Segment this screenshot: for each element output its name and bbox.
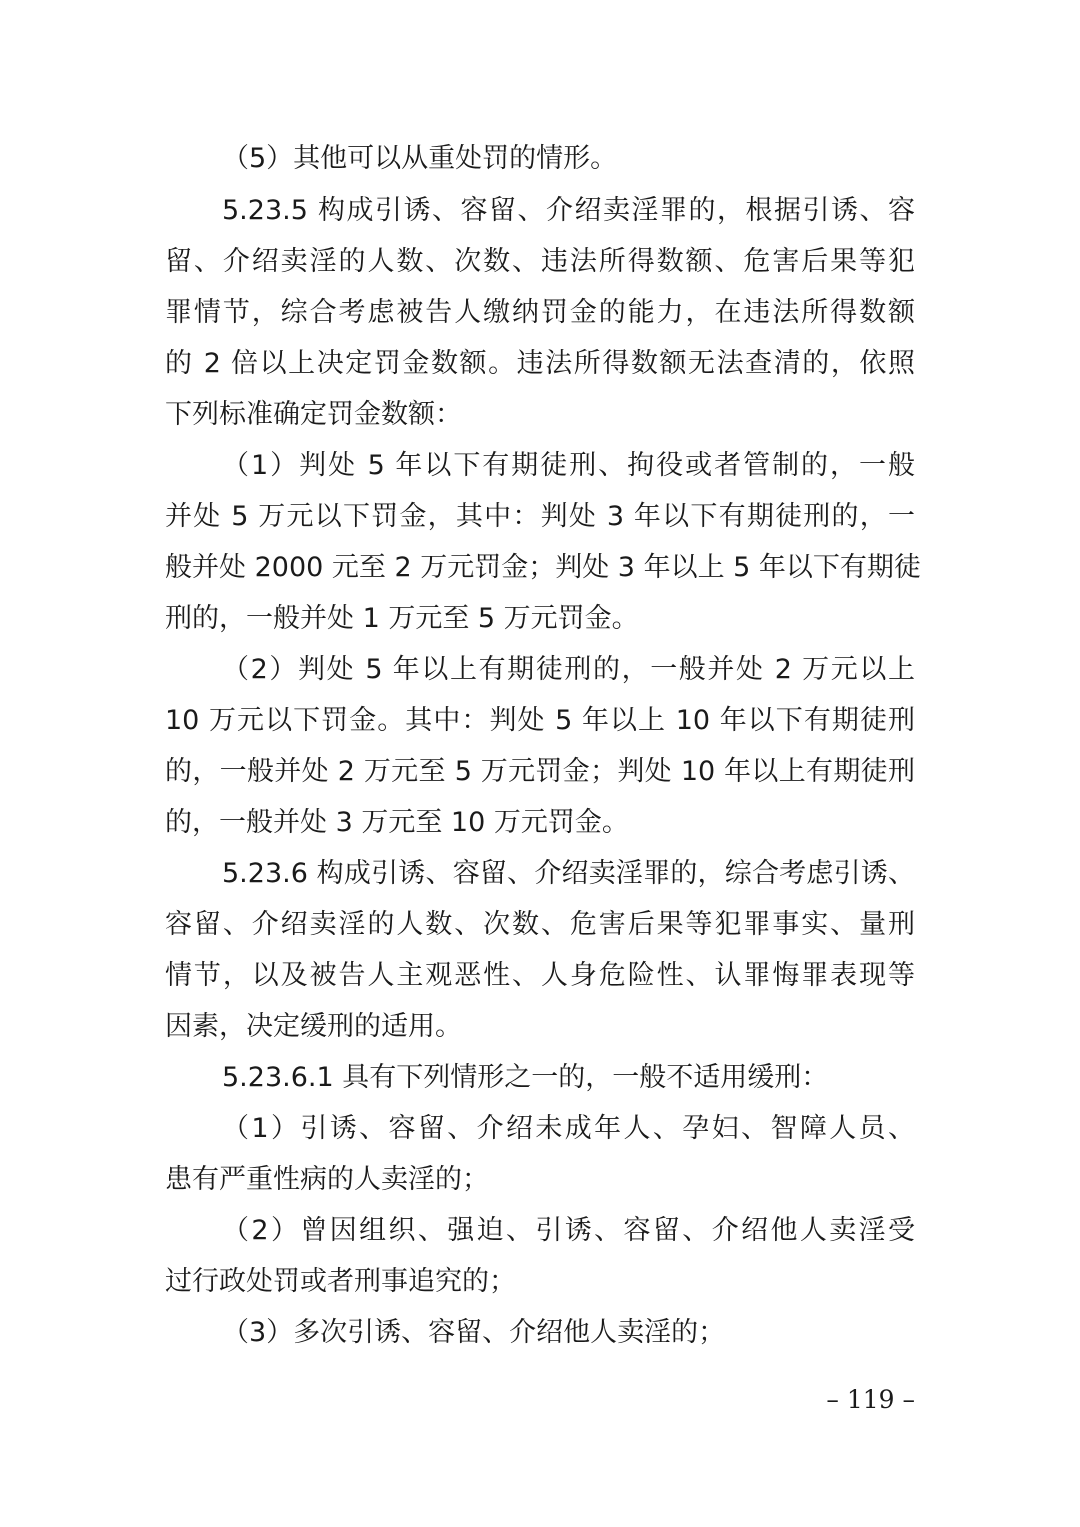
paragraph-line: （2）曾因组织、强迫、引诱、容留、介绍他人卖淫受 <box>222 1215 915 1246</box>
paragraph-line: 罪情节，综合考虑被告人缴纳罚金的能力，在违法所得数额 <box>165 297 915 328</box>
paragraph-line: 的 2 倍以上决定罚金数额。违法所得数额无法查清的，依照 <box>165 348 915 379</box>
paragraph-line: 的，一般并处 2 万元至 5 万元罚金；判处 10 年以上有期徒刑 <box>165 756 915 787</box>
paragraph-line: 5.23.5 构成引诱、容留、介绍卖淫罪的，根据引诱、容 <box>222 195 915 226</box>
paragraph-line: 10 万元以下罚金。其中：判处 5 年以上 10 年以下有期徒刑 <box>165 705 915 736</box>
paragraph-line: （1）引诱、容留、介绍未成年人、孕妇、智障人员、 <box>222 1113 915 1144</box>
paragraph-line: （3）多次引诱、容留、介绍他人卖淫的； <box>222 1317 726 1348</box>
paragraph-line: 容留、介绍卖淫的人数、次数、危害后果等犯罪事实、量刑 <box>165 909 915 940</box>
paragraph-line: 留、介绍卖淫的人数、次数、违法所得数额、危害后果等犯 <box>165 246 915 277</box>
paragraph-line: 并处 5 万元以下罚金，其中：判处 3 年以下有期徒刑的，一 <box>165 501 915 532</box>
paragraph-line: 般并处 2000 元至 2 万元罚金；判处 3 年以上 5 年以下有期徒 <box>165 552 921 583</box>
paragraph-line: 患有严重性病的人卖淫的； <box>165 1164 489 1195</box>
paragraph-line: 5.23.6 构成引诱、容留、介绍卖淫罪的，综合考虑引诱、 <box>222 858 915 889</box>
paragraph-line: 情节，以及被告人主观恶性、人身危险性、认罪悔罪表现等 <box>165 960 915 991</box>
paragraph-line: 下列标准确定罚金数额： <box>165 399 462 430</box>
page-number: – 119 – <box>826 1385 915 1414</box>
paragraph-line: 因素，决定缓刑的适用。 <box>165 1011 462 1042</box>
paragraph-line: （1）判处 5 年以下有期徒刑、拘役或者管制的，一般 <box>222 450 915 481</box>
paragraph-line: 过行政处罚或者刑事追究的； <box>165 1266 516 1297</box>
paragraph-line: 刑的，一般并处 1 万元至 5 万元罚金。 <box>165 603 639 634</box>
paragraph-line: （2）判处 5 年以上有期徒刑的，一般并处 2 万元以上 <box>222 654 915 685</box>
paragraph-line: （5）其他可以从重处罚的情形。 <box>222 143 618 174</box>
paragraph-line: 5.23.6.1 具有下列情形之一的，一般不适用缓刑： <box>222 1062 829 1093</box>
paragraph-line: 的，一般并处 3 万元至 10 万元罚金。 <box>165 807 629 838</box>
